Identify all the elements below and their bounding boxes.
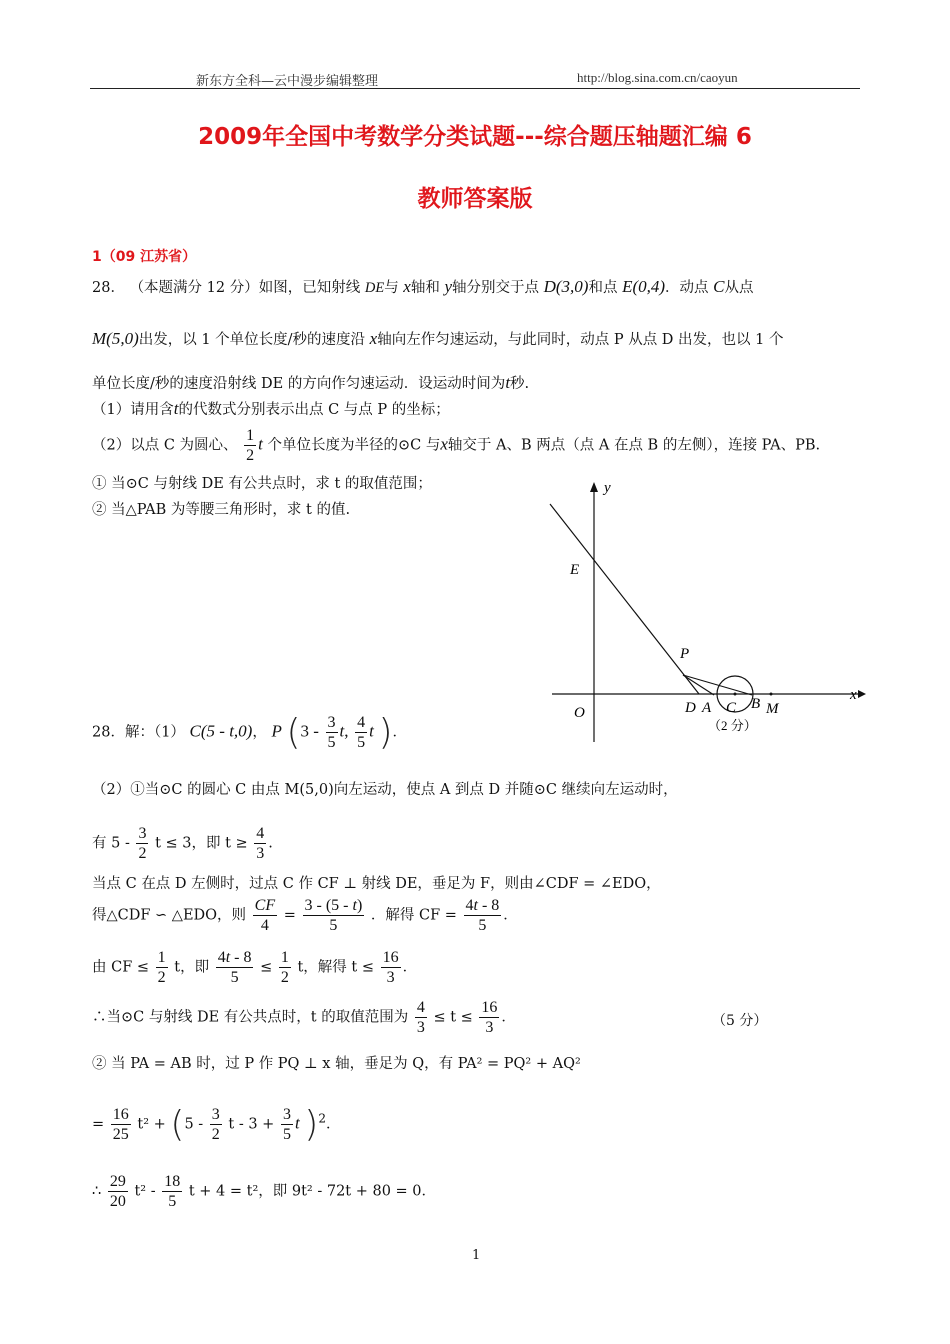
section-heading: 1（09 江苏省）	[92, 249, 197, 265]
label-D: D	[685, 700, 696, 716]
label-M: M	[766, 701, 779, 717]
problem-line-3: 单位长度/秒的速度沿射线 DE 的方向作匀速运动．设运动时间为t秒.	[92, 373, 530, 392]
label-C: C	[726, 700, 737, 716]
label-A: A	[702, 700, 712, 716]
header-right: http://blog.sina.com.cn/caoyun	[577, 70, 738, 85]
solution-inequality-1: 有 5 - $\frac{3}{2}$ t ≤ 3，即 t ≥ $\frac{4}{3}$ .	[92, 825, 273, 862]
question-1: （1）请用含t的代数式分别表示出点 C 与点 P 的坐标；	[92, 399, 450, 418]
problem-line-1: 28． （本题满分 12 分）如图，已知射线 DE与 x轴和 y轴分别交于点 D(3,0)和点 E(0,4)．动点 C从点	[92, 277, 754, 296]
label-B: B	[751, 696, 761, 712]
question-2: （2）以点 C 为圆心、 $\frac{1}{2}$ t 个单位长度为半径的⊙C 与x轴交于 A、B 两点（点 A 在点 B 的左侧），连接 PA、PB.	[92, 427, 821, 464]
label-O: O	[574, 705, 585, 721]
label-x: x	[850, 687, 857, 703]
question-2-2: ② 当△PAB 为等腰三角形时，求 t 的值.	[92, 502, 351, 518]
solution-cf-inequality: 由 CF ≤ $\frac{1}{2}$ t，即 $\frac{4t - 8}{5}$ ≤ $\frac{1}{2}$ t，解得 t ≤ $\frac{16}{3}$ ．	[92, 949, 418, 986]
label-y: y	[604, 480, 611, 496]
problem-number: 28．	[92, 280, 125, 296]
header-left: 新东方全科—云中漫步编辑整理	[196, 74, 379, 89]
x-axis-arrow	[858, 690, 866, 698]
solution-2-1: （2）①当⊙C 的圆心 C 由点 M(5,0)向左运动，使点 A 到点 D 并随⊙C 继续向左运动时，	[92, 782, 678, 798]
score-5: （5 分）	[712, 1013, 768, 1029]
segment-PA	[683, 675, 714, 695]
solution-equation: ∴ $\frac{29}{20}$ t² - $\frac{18}{5}$ t + 4 = t²，即 9t² - 72t + 80 = 0．	[92, 1173, 437, 1210]
solution-similar: 得△CDF ∽ △EDO，则 $\frac{CF}{4}$ = $\frac{3 - (5 - t)}{5}$ ．解得 CF = $\frac{4t - 8}{5}$ ．	[92, 897, 518, 934]
label-E: E	[570, 562, 580, 578]
question-2-1: ① 当⊙C 与射线 DE 有公共点时，求 t 的取值范围；	[92, 476, 432, 492]
problem-line-2: M(5,0)出发，以 1 个单位长度/秒的速度沿 x轴向左作匀速运动，与此同时，动点 P 从点 D 出发，也以 1 个	[92, 329, 784, 348]
y-axis-arrow	[590, 482, 598, 492]
point-M	[770, 693, 773, 696]
header-rule	[90, 88, 860, 89]
figure-score: （2 分）	[708, 718, 757, 733]
point-C	[734, 693, 737, 696]
solution-expansion: = $\frac{16}{25}$ t² + (5 - $\frac{3}{2}$ t - 3 + $\frac{3}{5}$ t )$^2$．	[92, 1104, 341, 1145]
solution-2-2: ② 当 PA = AB 时，过 P 作 PQ ⊥ x 轴，垂足为 Q，有 PA² = PQ² + AQ²	[92, 1056, 581, 1072]
page-subtitle: 教师答案版	[417, 186, 533, 212]
label-P: P	[680, 646, 690, 662]
solution-range: ∴当⊙C 与射线 DE 有公共点时，t 的取值范围为 $\frac{4}{3}$ ≤ t ≤ $\frac{16}{3}$ ．	[92, 999, 516, 1036]
page-title: 2009年全国中考数学分类试题---综合题压轴题汇编 6	[198, 124, 752, 150]
page-number: 1	[472, 1248, 481, 1263]
coordinate-figure	[540, 470, 870, 760]
fraction-half: $\frac{1}{2}$	[246, 427, 255, 464]
solution-line-perp: 当点 C 在点 D 左侧时，过点 C 作 CF ⊥ 射线 DE，垂足为 F，则由∠CDF = ∠EDO，	[92, 876, 661, 892]
solution-part-1: 28．解：（1） C(5 - t,0)， P (3 - $\frac{3}{5}$ t, $\frac{4}{5}$ t )．	[92, 712, 408, 753]
ray-DE	[550, 504, 699, 694]
